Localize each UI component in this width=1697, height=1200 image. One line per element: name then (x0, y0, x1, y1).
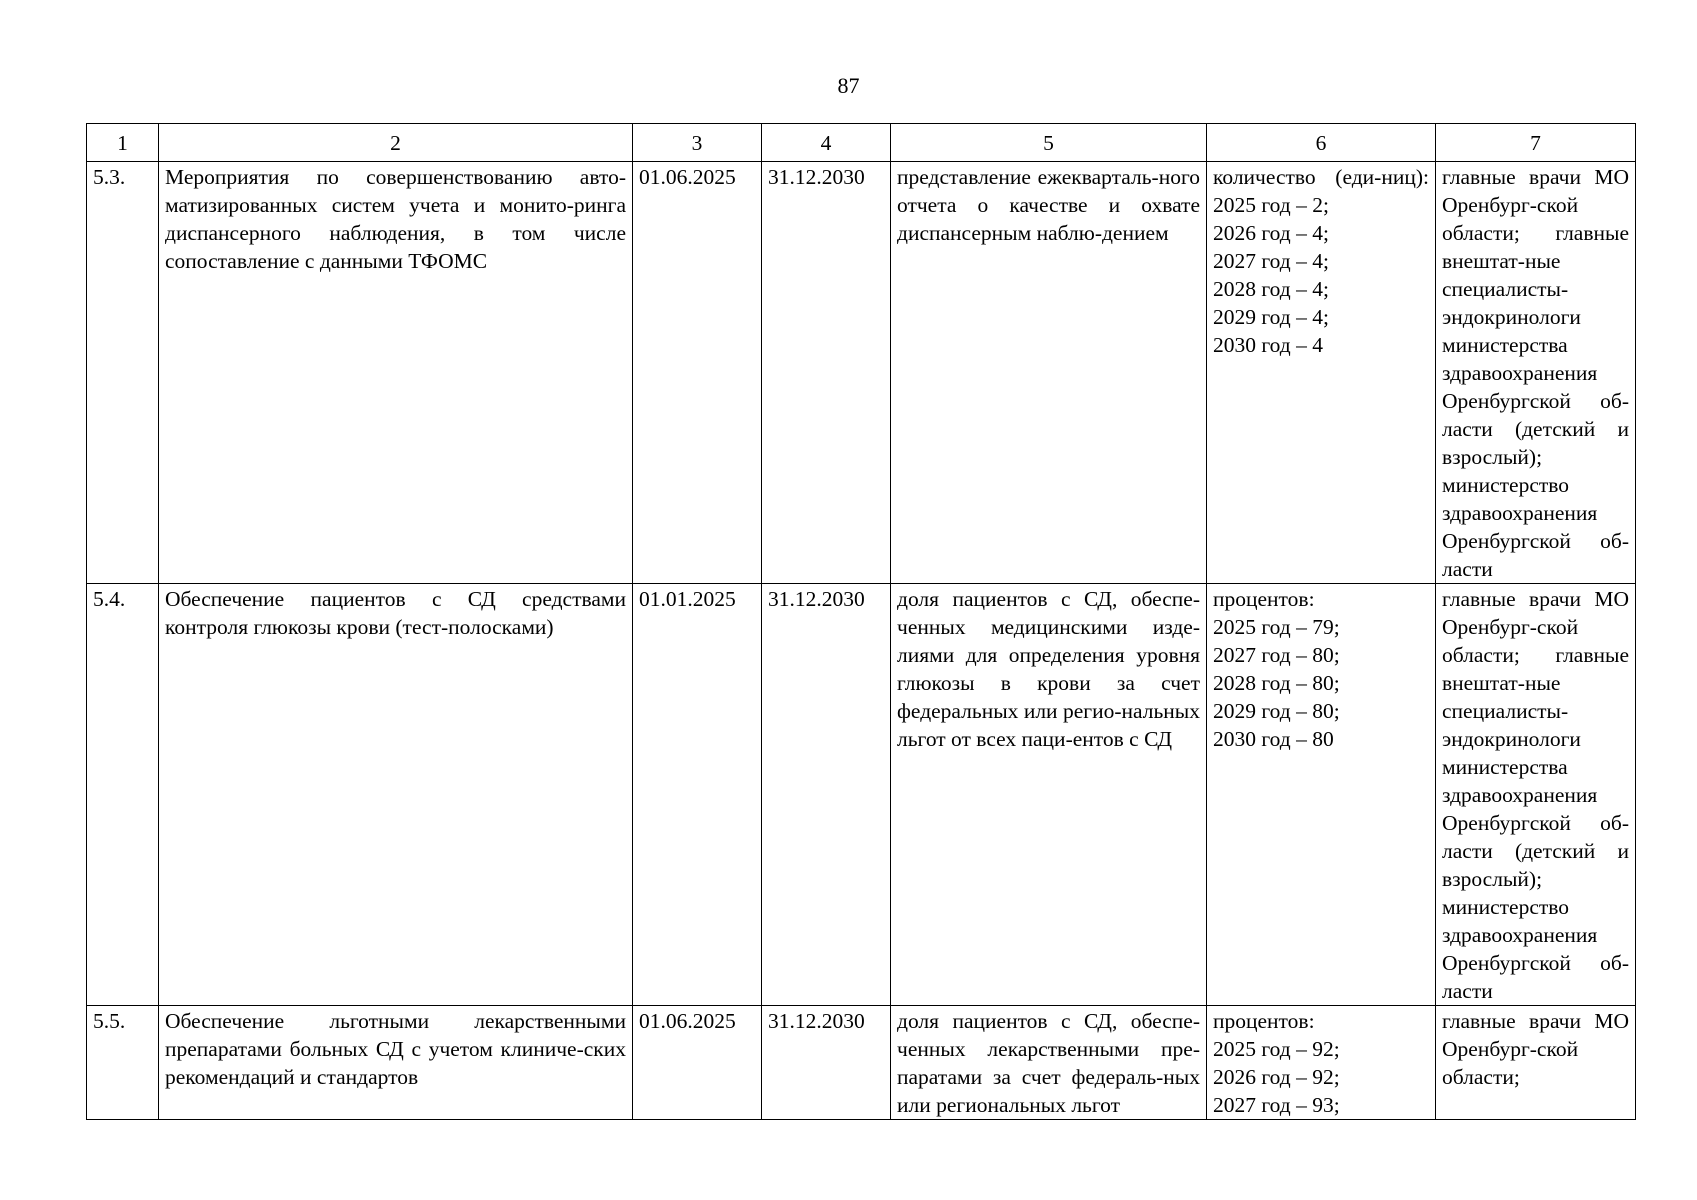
row-number: 5.5. (87, 1006, 159, 1120)
indicator-line: 2027 год – 80; (1213, 643, 1340, 667)
indicator-cell (1207, 1006, 1436, 1120)
column-header: 3 (633, 124, 762, 162)
indicator-head: процентов: (1213, 1009, 1315, 1033)
result-cell: доля пациентов с СД, обеспе-ченных лекарственными пре-паратами за счет федераль-ных или региональных льгот (891, 1006, 1207, 1120)
indicator-line: 2028 год – 4; (1213, 277, 1329, 301)
indicator-line: 2027 год – 93; (1213, 1093, 1340, 1117)
column-header: 6 (1207, 124, 1436, 162)
indicator-line: 2030 год – 80 (1213, 727, 1334, 751)
responsible-cell: главные врачи МО Оренбург-ской области; главные внештат-ные специалисты-эндокринологи министерства здравоохранения Оренбургской об-ласти (детский и взрослый); министерство здравоохранения Оренбургской об-ласти (1436, 584, 1636, 1006)
activity-plan-table (86, 123, 1636, 1120)
column-header: 4 (762, 124, 891, 162)
indicator-line: 2025 год – 92; (1213, 1037, 1340, 1061)
activity-cell: Обеспечение пациентов с СД средствами контроля глюкозы крови (тест-полосками) (159, 584, 633, 1006)
start-date-cell: 01.06.2025 (633, 162, 762, 584)
indicator-head: процентов: (1213, 587, 1315, 611)
indicator-line: 2025 год – 79; (1213, 615, 1340, 639)
indicator-cell (1207, 162, 1436, 584)
indicator-line: 2027 год – 4; (1213, 249, 1329, 273)
start-date-cell: 01.06.2025 (633, 1006, 762, 1120)
table-row (87, 584, 1636, 1006)
result-cell: доля пациентов с СД, обеспе-ченных медицинскими изде-лиями для определения уровня глюкозы в крови за счет федеральных или регио-нальных льгот от всех паци-ентов с СД (891, 584, 1207, 1006)
result-cell: представление ежекварталь-ного отчета о качестве и охвате диспансерным наблю-дением (891, 162, 1207, 584)
column-header: 7 (1436, 124, 1636, 162)
indicator-cell (1207, 584, 1436, 1006)
row-number: 5.4. (87, 584, 159, 1006)
table-row (87, 1006, 1636, 1120)
row-number: 5.3. (87, 162, 159, 584)
activity-cell: Обеспечение льготными лекарственными препаратами больных СД с учетом клиниче-ских рекомендаций и стандартов (159, 1006, 633, 1120)
activity-cell: Мероприятия по совершенствованию авто-матизированных систем учета и монито-ринга диспансерного наблюдения, в том числе сопоставление с данными ТФОМС (159, 162, 633, 584)
indicator-head: количество (еди-ниц): (1213, 165, 1429, 189)
indicator-line: 2028 год – 80; (1213, 671, 1340, 695)
column-header: 5 (891, 124, 1207, 162)
end-date-cell: 31.12.2030 (762, 584, 891, 1006)
indicator-line: 2025 год – 2; (1213, 193, 1329, 217)
end-date-cell: 31.12.2030 (762, 162, 891, 584)
indicator-line: 2026 год – 92; (1213, 1065, 1340, 1089)
page-number: 87 (837, 73, 860, 98)
column-header: 1 (87, 124, 159, 162)
indicator-line: 2030 год – 4 (1213, 333, 1323, 357)
table-row (87, 162, 1636, 584)
end-date-cell: 31.12.2030 (762, 1006, 891, 1120)
responsible-cell: главные врачи МО Оренбург-ской области; (1436, 1006, 1636, 1120)
responsible-cell: главные врачи МО Оренбург-ской области; главные внештат-ные специалисты-эндокринологи министерства здравоохранения Оренбургской об-ласти (детский и взрослый); министерство здравоохранения Оренбургской об-ласти (1436, 162, 1636, 584)
column-number-row (87, 124, 1636, 162)
start-date-cell: 01.01.2025 (633, 584, 762, 1006)
column-header: 2 (159, 124, 633, 162)
indicator-line: 2029 год – 4; (1213, 305, 1329, 329)
indicator-line: 2026 год – 4; (1213, 221, 1329, 245)
indicator-line: 2029 год – 80; (1213, 699, 1340, 723)
